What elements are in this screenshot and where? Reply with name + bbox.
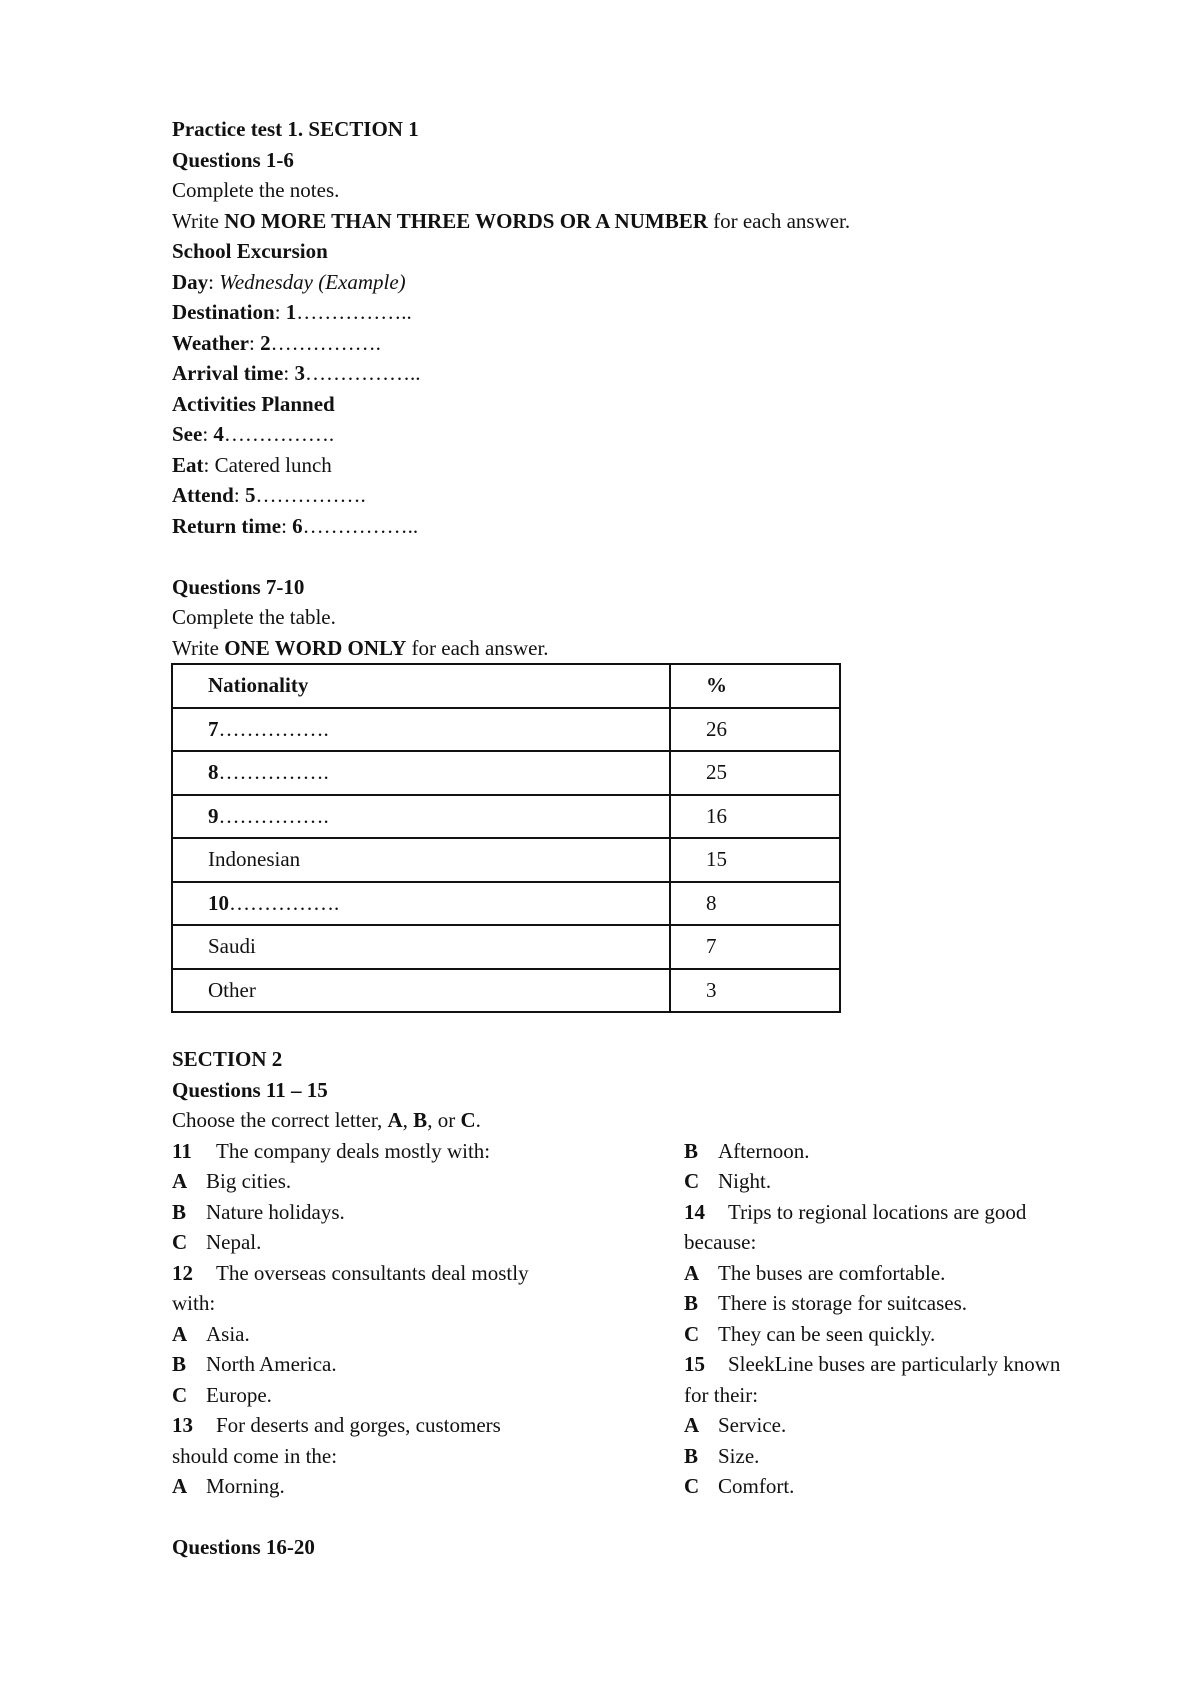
option-text: The buses are comfortable. — [718, 1260, 946, 1285]
question-number: 15 — [684, 1352, 705, 1376]
table-row — [172, 925, 840, 969]
question-number: 1 — [285, 300, 297, 324]
question-item — [684, 1349, 1124, 1380]
answer-option — [172, 1471, 684, 1502]
table-row — [172, 882, 840, 926]
option-letter: C — [684, 1321, 700, 1346]
note-label: See — [172, 422, 203, 446]
nationality-cell — [172, 882, 670, 926]
table-header-row — [172, 664, 840, 708]
nationality-table — [171, 663, 841, 1013]
question-text-continued: with: — [172, 1291, 216, 1315]
question-number: 13 — [172, 1413, 193, 1437]
letter-c: C — [460, 1108, 476, 1132]
question-number: 3 — [294, 361, 305, 385]
question-number: 2 — [260, 330, 271, 355]
option-text: Nature holidays. — [206, 1199, 345, 1224]
note-label: Weather — [172, 330, 249, 355]
question-text: Trips to regional locations are good — [728, 1199, 1027, 1224]
answer-blank: ……………. — [218, 760, 329, 785]
header-percent: % — [670, 664, 840, 708]
answer-option — [684, 1258, 1124, 1289]
question-text-continued: for their: — [684, 1382, 759, 1407]
questions-column-left — [172, 1136, 684, 1502]
option-text: Big cities. — [206, 1169, 292, 1193]
answer-blank: ……………. — [270, 330, 381, 355]
option-text: Night. — [718, 1169, 772, 1193]
answer-option — [172, 1197, 684, 1228]
question-text: SleekLine buses are particularly known — [728, 1352, 1061, 1376]
instruction-text: Write — [172, 208, 225, 233]
option-letter: B — [172, 1352, 187, 1376]
document-page — [172, 114, 1132, 1563]
question-text: The company deals mostly with: — [216, 1138, 491, 1163]
question-number: 4 — [213, 422, 224, 446]
nationality-cell — [172, 838, 670, 882]
percent-cell: 7 — [670, 925, 840, 969]
note-label: Day — [172, 269, 209, 294]
answer-blank: ……………. — [229, 890, 340, 915]
option-letter: C — [172, 1230, 188, 1254]
instruction-text: for each answer. — [707, 208, 851, 233]
answer-blank: ……………. — [255, 483, 366, 507]
separator: , or — [427, 1108, 461, 1132]
question-item — [684, 1197, 1124, 1228]
percent-cell: 15 — [670, 838, 840, 882]
note-day: Day: Wednesday (Example) — [172, 269, 406, 294]
questions-7-10-heading: Questions 7-10 — [172, 574, 305, 599]
note-arrival-time: Arrival time: 3…………….. — [172, 361, 421, 385]
note-label: Destination — [172, 300, 275, 324]
percent-cell: 3 — [670, 969, 840, 1013]
option-text: Morning. — [206, 1474, 285, 1498]
table-row — [172, 708, 840, 752]
note-see: See: 4……………. — [172, 422, 335, 446]
question-item — [172, 1136, 684, 1167]
answer-blank: ……………. — [218, 716, 329, 741]
instruction-text: Choose the correct letter, — [172, 1108, 388, 1132]
note-label: Arrival time — [172, 361, 284, 385]
option-letter: B — [684, 1443, 699, 1468]
note-label: Return time — [172, 513, 282, 538]
option-letter: A — [172, 1321, 188, 1346]
answer-blank: ……………. — [218, 803, 329, 828]
nationality-text: Other — [208, 977, 256, 1002]
option-text: North America. — [206, 1352, 337, 1376]
note-weather: Weather: 2……………. — [172, 330, 381, 355]
option-letter: C — [684, 1474, 700, 1498]
option-text: Service. — [718, 1413, 787, 1437]
option-text: Europe. — [206, 1382, 272, 1407]
option-letter: A — [172, 1169, 188, 1193]
answer-option — [684, 1471, 1124, 1502]
question-number: 10 — [208, 890, 229, 915]
question-item — [172, 1258, 684, 1289]
percent-cell: 25 — [670, 751, 840, 795]
percent-cell: 8 — [670, 882, 840, 926]
note-attend: Attend: 5……………. — [172, 483, 366, 507]
question-text-continued: because: — [684, 1230, 757, 1254]
instruction-complete-notes: Complete the notes. — [172, 178, 340, 202]
nationality-cell — [172, 708, 670, 752]
questions-column-right — [684, 1136, 1124, 1502]
option-letter: C — [172, 1382, 188, 1407]
instruction-emphasis: ONE WORD ONLY — [224, 635, 407, 660]
note-destination: Destination: 1…………….. — [172, 300, 412, 324]
letter-a: A — [387, 1108, 403, 1132]
answer-option — [172, 1349, 684, 1380]
questions-16-20-heading: Questions 16-20 — [172, 1535, 315, 1559]
instruction-text: Write — [172, 635, 225, 660]
table-instruction-complete: Complete the table. — [172, 605, 336, 629]
option-text: They can be seen quickly. — [718, 1321, 936, 1346]
percent-cell: 26 — [670, 708, 840, 752]
answer-option — [684, 1319, 1124, 1350]
question-number: 12 — [172, 1260, 193, 1285]
table-row — [172, 751, 840, 795]
question-number: 14 — [684, 1199, 705, 1224]
question-number: 9 — [208, 803, 219, 828]
table-instruction-word-limit — [172, 633, 1132, 664]
answer-option — [172, 1380, 684, 1411]
question-text: The overseas consultants deal mostly — [216, 1260, 529, 1285]
option-text: There is storage for suitcases. — [718, 1291, 967, 1315]
option-letter: B — [684, 1291, 699, 1315]
note-value: Catered lunch — [214, 452, 332, 477]
questions-1-6-heading: Questions 1-6 — [172, 147, 294, 172]
question-text-continued: should come in the: — [172, 1443, 338, 1468]
nationality-cell — [172, 751, 670, 795]
note-label: Attend — [172, 483, 234, 507]
note-value: Wednesday (Example) — [219, 269, 406, 294]
answer-option — [684, 1288, 1124, 1319]
activities-title: Activities Planned — [172, 391, 335, 416]
option-letter: A — [172, 1474, 188, 1498]
answer-option — [172, 1319, 684, 1350]
nationality-text: Indonesian — [208, 847, 301, 872]
option-letter: B — [684, 1138, 699, 1163]
question-text: For deserts and gorges, customers — [216, 1413, 501, 1437]
answer-option — [684, 1166, 1124, 1197]
note-return-time: Return time: 6…………….. — [172, 513, 419, 538]
option-text: Asia. — [206, 1321, 250, 1346]
nationality-text: Saudi — [208, 934, 256, 959]
letter-b: B — [413, 1108, 428, 1132]
option-letter: C — [684, 1169, 700, 1193]
answer-option — [172, 1227, 684, 1258]
separator: , — [402, 1108, 414, 1132]
questions-11-15-heading: Questions 11 – 15 — [172, 1077, 328, 1102]
nationality-cell — [172, 969, 670, 1013]
answer-option — [172, 1166, 684, 1197]
answer-blank: …………….. — [304, 361, 421, 385]
option-text: Afternoon. — [718, 1138, 810, 1163]
answer-blank: …………….. — [302, 513, 419, 538]
table-row — [172, 838, 840, 882]
note-eat: Eat: Catered lunch — [172, 452, 332, 477]
answer-option — [684, 1441, 1124, 1472]
note-label: Eat — [172, 452, 204, 477]
instruction-text: for each answer. — [406, 635, 549, 660]
nationality-cell — [172, 795, 670, 839]
instruction-emphasis: NO MORE THAN THREE WORDS OR A NUMBER — [224, 208, 708, 233]
section2-title: SECTION 2 — [172, 1047, 283, 1071]
question-number: 6 — [292, 513, 303, 538]
notes-title: School Excursion — [172, 239, 328, 263]
table-row — [172, 969, 840, 1013]
question-number: 7 — [208, 716, 219, 741]
option-text: Size. — [718, 1443, 760, 1468]
instruction-word-limit — [172, 206, 1132, 237]
option-text: Nepal. — [206, 1230, 262, 1254]
answer-option — [684, 1136, 1124, 1167]
instruction-choose-letter — [172, 1105, 1132, 1136]
percent-cell: 16 — [670, 795, 840, 839]
header-nationality: Nationality — [172, 664, 670, 708]
question-number: 5 — [244, 483, 256, 507]
question-number: 8 — [208, 760, 219, 785]
separator: . — [475, 1108, 481, 1132]
answer-option — [684, 1410, 1124, 1441]
questions-columns — [172, 1136, 1132, 1502]
answer-blank: ……………. — [223, 422, 335, 446]
option-letter: B — [172, 1199, 187, 1224]
section1-title: Practice test 1. SECTION 1 — [172, 117, 419, 141]
question-item — [172, 1410, 684, 1441]
option-letter: A — [684, 1260, 700, 1285]
option-letter: A — [684, 1413, 700, 1437]
answer-blank: …………….. — [296, 300, 412, 324]
table-row — [172, 795, 840, 839]
question-number: 11 — [172, 1138, 192, 1163]
option-text: Comfort. — [718, 1474, 795, 1498]
nationality-cell — [172, 925, 670, 969]
